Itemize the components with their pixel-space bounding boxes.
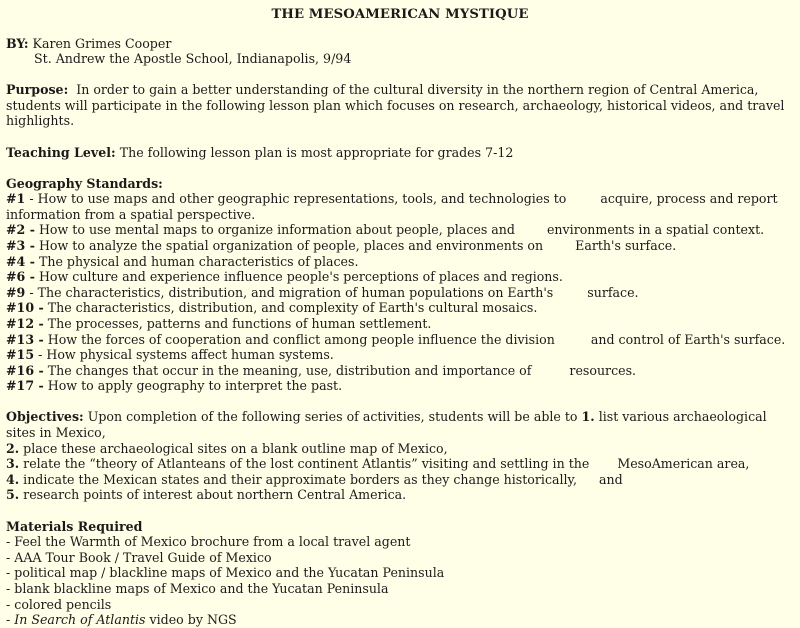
standard-number: #4 - xyxy=(6,253,35,269)
material-text: video by NGS xyxy=(145,612,237,628)
objective-item xyxy=(6,487,794,503)
standard-text: The processes, patterns and functions of human settlement. xyxy=(47,316,432,331)
standard-number: #9 xyxy=(6,284,26,300)
material-item xyxy=(6,565,794,581)
standard-item xyxy=(6,191,794,222)
standard-item xyxy=(6,300,794,316)
bullet-dash: - xyxy=(6,565,15,581)
objectives-intro-text: Upon completion of the following series of activities, students will be able to xyxy=(87,409,578,425)
byline xyxy=(6,36,794,67)
teaching-level-text: The following lesson plan is most appropriate for grades 7-12 xyxy=(119,144,514,160)
bullet-dash: - xyxy=(6,534,15,550)
standard-item xyxy=(6,363,794,379)
material-text: political map / blackline maps of Mexico and the Yucatan Peninsula xyxy=(14,565,445,581)
standard-text-cont: and control of Earth's surface. xyxy=(590,331,786,347)
objective-item xyxy=(6,441,794,457)
standard-item xyxy=(6,238,794,254)
standard-text: The characteristics, distribution, and complexity of Earth's cultural mosaics. xyxy=(47,300,538,316)
material-item xyxy=(6,612,794,628)
standard-item xyxy=(6,269,794,285)
standard-item xyxy=(6,332,794,348)
material-item xyxy=(6,534,794,550)
standard-number: #6 - xyxy=(6,269,35,285)
standard-number: #13 - xyxy=(6,331,44,347)
objectives-label: Objectives: xyxy=(6,409,84,425)
teaching-level-label: Teaching Level: xyxy=(6,144,116,160)
affiliation: St. Andrew the Apostle School, Indianapolis, 9/94 xyxy=(34,51,352,67)
teaching-level-section xyxy=(6,145,794,161)
material-item xyxy=(6,581,794,597)
material-text: blank blackline maps of Mexico and the Yucatan Peninsula xyxy=(14,580,389,596)
standard-text-cont: environments in a spatial context. xyxy=(546,222,765,238)
purpose-section xyxy=(6,82,794,129)
standard-number: #2 - xyxy=(6,222,35,238)
standard-item xyxy=(6,347,794,363)
bullet-dash: - xyxy=(6,596,15,612)
objective-number: 5. xyxy=(6,487,20,503)
materials-heading: Materials Required xyxy=(6,518,143,534)
material-text: Feel the Warmth of Mexico brochure from a local travel agent xyxy=(14,534,411,550)
material-item xyxy=(6,550,794,566)
material-text: AAA Tour Book / Travel Guide of Mexico xyxy=(14,549,272,565)
standard-number: #17 - xyxy=(6,378,44,394)
bullet-dash: - xyxy=(6,580,15,596)
objective-item xyxy=(6,456,794,472)
standard-text: The characteristics, distribution, and migration of human populations on Earth's xyxy=(37,284,554,300)
objective-text: place these archaeological sites on a blank outline map of Mexico, xyxy=(23,440,448,456)
objectives-section xyxy=(6,409,794,503)
standard-text-cont: resources. xyxy=(569,362,637,378)
author-line xyxy=(6,36,794,52)
standard-sep: - xyxy=(25,191,38,207)
standard-text: How to analyze the spatial organization of people, places and environments on xyxy=(38,238,544,254)
standard-number: #10 - xyxy=(6,300,44,316)
objective-text-cont: MesoAmerican area, xyxy=(617,456,750,472)
author-name: Karen Grimes Cooper xyxy=(32,35,172,51)
standard-text: How to use maps and other geographic representations, tools, and technologies to xyxy=(37,191,567,207)
standard-sep: - xyxy=(34,347,47,363)
material-item xyxy=(6,597,794,613)
standard-text: How to apply geography to interpret the past. xyxy=(47,378,343,394)
material-text: colored pencils xyxy=(14,596,112,612)
standard-text: How the forces of cooperation and conflict among people influence the division xyxy=(47,331,555,347)
geography-standards-section xyxy=(6,176,794,394)
standard-number: #3 - xyxy=(6,238,35,254)
page-title: THE MESOAMERICAN MYSTIQUE xyxy=(271,7,529,22)
objective-text: research points of interest about northern Central America. xyxy=(23,487,407,503)
objective-text-cont: and xyxy=(599,471,623,487)
standard-item xyxy=(6,254,794,270)
standard-text: How to use mental maps to organize information about people, places and xyxy=(38,222,515,238)
bullet-dash: - xyxy=(6,549,15,565)
material-title: In Search of Atlantis xyxy=(14,612,146,628)
standard-item xyxy=(6,285,794,301)
objective-number: 3. xyxy=(6,456,20,472)
standard-sep: - xyxy=(25,284,38,300)
objective-item xyxy=(6,472,794,488)
purpose-text: In order to gain a better understanding of the cultural diversity in the northern region of Central America, students will participate in the following lesson plan which focuses on research, archaeology, historical videos, and travel highlights. xyxy=(6,82,785,129)
standard-item xyxy=(6,222,794,238)
geography-standards-heading: Geography Standards: xyxy=(6,175,163,191)
objective-number: 4. xyxy=(6,471,20,487)
standard-text: How culture and experience influence people's perceptions of places and regions. xyxy=(38,269,563,285)
bullet-dash: - xyxy=(6,612,15,628)
standard-item xyxy=(6,316,794,332)
standard-text: The changes that occur in the meaning, use, distribution and importance of xyxy=(47,362,532,378)
standard-text: The physical and human characteristics of places. xyxy=(38,253,359,269)
standard-number: #16 - xyxy=(6,362,44,378)
objective-intro xyxy=(6,409,794,440)
objective-text: indicate the Mexican states and their approximate borders as they change historically, xyxy=(23,471,578,487)
objective-text: list various archaeological sites in Mexico, xyxy=(6,409,767,441)
standard-text-cont: surface. xyxy=(587,284,639,300)
standard-text: How physical systems affect human systems. xyxy=(46,347,334,363)
objective-number: 1. xyxy=(581,409,595,425)
objective-number: 2. xyxy=(6,440,20,456)
purpose-label: Purpose: xyxy=(6,82,69,98)
standard-number: #12 - xyxy=(6,316,44,331)
objective-text: relate the “theory of Atlanteans of the lost continent Atlantis” visiting and settling in the xyxy=(23,456,590,472)
standard-number: #15 xyxy=(6,347,35,363)
byline-label: BY: xyxy=(6,35,29,51)
standard-item xyxy=(6,378,794,394)
materials-section xyxy=(6,519,794,628)
standard-number: #1 xyxy=(6,191,26,207)
standard-text-cont: Earth's surface. xyxy=(575,238,677,254)
standard-text-cont: acquire, process and report information from a spatial perspective. xyxy=(6,191,778,222)
